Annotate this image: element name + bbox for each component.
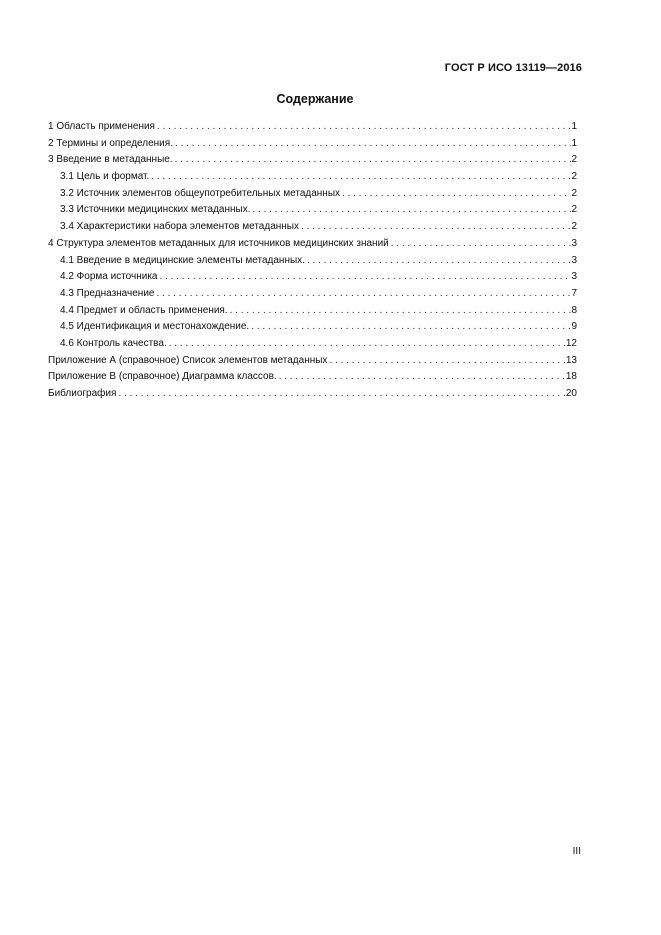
- toc-entry[interactable]: [48, 303, 577, 320]
- toc-dot-leader: [277, 369, 566, 386]
- toc-entry-page: 2: [571, 171, 577, 183]
- toc-entry[interactable]: [48, 269, 577, 286]
- toc-dot-leader: [173, 136, 571, 153]
- toc-entry-page: 1: [571, 121, 577, 132]
- table-of-contents: [48, 119, 577, 403]
- page-number: III: [572, 846, 581, 857]
- toc-entry-label: 2 Термины и определения.: [48, 137, 173, 149]
- toc-dot-leader: [305, 253, 572, 270]
- toc-entry-label: 4.2 Форма источника: [60, 271, 158, 283]
- toc-entry[interactable]: [48, 253, 577, 270]
- toc-entry-label: 3.4 Характеристики набора элементов метаданных: [60, 221, 299, 233]
- toc-dot-leader: [251, 202, 572, 219]
- toc-entry-label: 4.5 Идентификация и местонахождение.: [60, 321, 250, 333]
- toc-entry-label: 3 Введение в метаданные.: [48, 154, 173, 166]
- toc-entry[interactable]: [48, 353, 577, 370]
- toc-entry[interactable]: [48, 119, 577, 136]
- toc-entry[interactable]: [48, 169, 577, 186]
- toc-dot-leader: [228, 303, 572, 320]
- toc-entry[interactable]: [48, 202, 577, 219]
- toc-entry[interactable]: [48, 369, 577, 386]
- toc-entry-page: 2: [571, 204, 577, 216]
- toc-entry-label: 4 Структура элементов метаданных для источников медицинских знаний: [48, 237, 389, 249]
- toc-entry-label: 4.4 Предмет и область применения.: [60, 304, 228, 316]
- toc-dot-leader: [173, 152, 572, 169]
- toc-entry-label: Приложение В (справочное) Диаграмма классов.: [48, 371, 277, 383]
- toc-entry[interactable]: [48, 386, 577, 403]
- toc-entry-label: Приложение А (справочное) Список элементов метаданных: [48, 354, 328, 366]
- toc-entry-page: 3: [571, 254, 577, 266]
- toc-entry-label: 3.1 Цель и формат.: [60, 171, 150, 183]
- toc-dot-leader: [327, 353, 565, 370]
- toc-entry-page: 3: [571, 271, 577, 283]
- toc-entry[interactable]: [48, 152, 577, 169]
- toc-entry-label: 3.3 Источники медицинских метаданных.: [60, 204, 251, 216]
- toc-entry-page: 3: [571, 237, 577, 249]
- toc-entry-page: 13: [565, 354, 577, 366]
- document-code: ГОСТ Р ИСО 13119—2016: [444, 62, 582, 74]
- toc-entry-page: 8: [571, 304, 577, 316]
- toc-entry[interactable]: [48, 319, 577, 336]
- toc-dot-leader: [299, 219, 571, 236]
- toc-dot-leader: [249, 319, 571, 336]
- toc-dot-leader: [389, 236, 572, 253]
- toc-title: Содержание: [276, 92, 354, 106]
- toc-entry-page: 7: [571, 287, 577, 299]
- toc-entry-page: 1: [571, 137, 577, 149]
- toc-entry[interactable]: [48, 236, 577, 253]
- toc-dot-leader: [116, 386, 565, 403]
- toc-dot-leader: [167, 336, 566, 353]
- toc-dot-leader: [149, 169, 571, 186]
- toc-entry[interactable]: [48, 286, 577, 303]
- toc-entry-page: 18: [565, 371, 577, 383]
- toc-entry-label: 4.6 Контроль качества.: [60, 337, 167, 349]
- toc-dot-leader: [155, 119, 571, 136]
- toc-dot-leader: [154, 286, 571, 303]
- toc-entry-label: 1 Область применения: [48, 121, 155, 132]
- toc-entry-page: 20: [565, 388, 577, 399]
- toc-entry-label: Библиография: [48, 388, 117, 399]
- toc-dot-leader: [158, 269, 572, 286]
- toc-entry[interactable]: [48, 219, 577, 236]
- toc-entry-page: 2: [571, 221, 577, 233]
- toc-entry-label: 4.1 Введение в медицинские элементы метаданных.: [60, 254, 305, 266]
- toc-entry-page: 2: [571, 154, 577, 166]
- toc-entry[interactable]: [48, 136, 577, 153]
- toc-entry[interactable]: [48, 336, 577, 353]
- toc-entry-page: 2: [571, 187, 577, 199]
- toc-entry-page: 12: [565, 337, 577, 349]
- toc-entry[interactable]: [48, 186, 577, 203]
- toc-entry-page: 9: [571, 321, 577, 333]
- toc-entry-label: 4.3 Предназначение: [60, 287, 155, 299]
- toc-dot-leader: [340, 186, 571, 203]
- toc-entry-label: 3.2 Источник элементов общеупотребительных метаданных: [60, 187, 341, 199]
